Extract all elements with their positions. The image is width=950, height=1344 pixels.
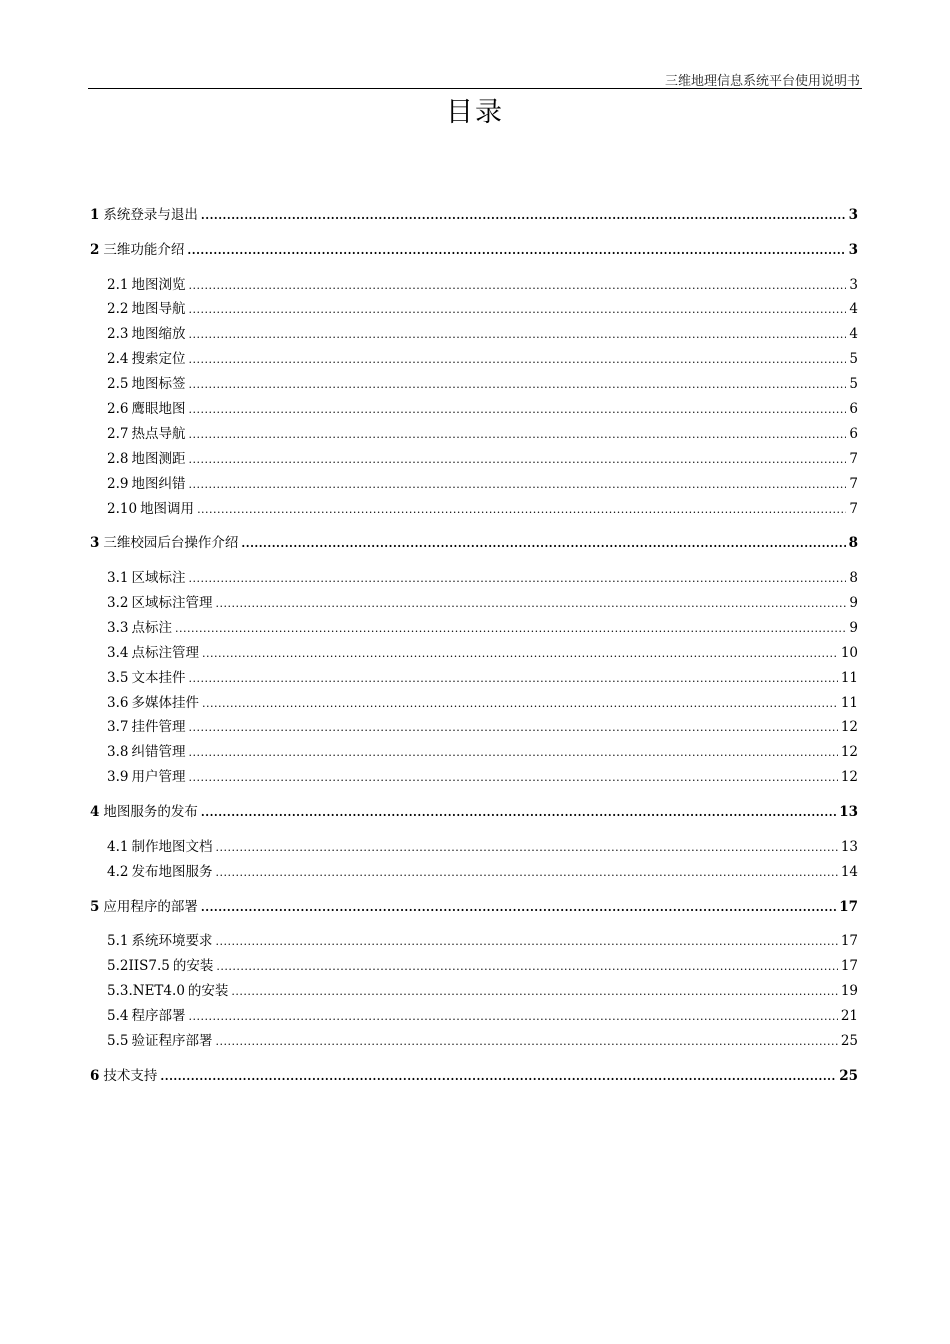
- toc-entry-title: 技术支持: [103, 1067, 158, 1084]
- toc-entry-title: 地图测距: [131, 450, 186, 467]
- toc-entry-title: 搜索定位: [131, 351, 186, 368]
- toc-dot-leader: [187, 244, 845, 257]
- toc-entry-number: 5.5: [107, 1032, 129, 1049]
- toc-chapter-entry[interactable]: [90, 203, 858, 228]
- toc-dot-leader: [188, 403, 846, 416]
- toc-page-number: 10: [840, 644, 858, 661]
- toc-section-entry[interactable]: [90, 979, 858, 1004]
- toc-entry-number: 2.1: [107, 276, 129, 293]
- toc-section-entry[interactable]: [90, 929, 858, 954]
- toc-page-number: 17: [840, 958, 858, 975]
- toc-dot-leader: [215, 935, 837, 948]
- toc-section-entry[interactable]: [90, 666, 858, 691]
- toc-entry-title: 制作地图文档: [131, 838, 213, 855]
- toc-dot-leader: [188, 279, 846, 292]
- header-rule: [88, 88, 862, 89]
- toc-section-entry[interactable]: [90, 641, 858, 666]
- toc-page-number: 25: [840, 1032, 858, 1049]
- toc-entry-number: 2.10: [107, 500, 138, 517]
- toc-entry-title: 地图纠错: [131, 475, 186, 492]
- toc-dot-leader: [188, 303, 846, 316]
- toc-page-number: 12: [840, 769, 858, 786]
- toc-page-number: 4: [849, 301, 858, 318]
- toc-page-number: 6: [849, 425, 858, 442]
- toc-dot-leader: [188, 328, 846, 341]
- toc-section-entry[interactable]: [90, 372, 858, 397]
- toc-entry-title: 热点导航: [131, 425, 186, 442]
- toc-dot-leader: [188, 353, 846, 366]
- toc-entry-number: 3.9: [107, 769, 129, 786]
- toc-entry-number: 3.1: [107, 570, 129, 587]
- toc-entry-number: 4.1: [107, 838, 129, 855]
- toc-section-entry[interactable]: [90, 591, 858, 616]
- toc-dot-leader: [215, 866, 837, 879]
- toc-chapter-entry[interactable]: [90, 895, 858, 920]
- toc-entry-number: 5.2IIS7.5: [107, 958, 170, 975]
- toc-page-number: 17: [839, 898, 858, 915]
- toc-entry-title: 地图标签: [131, 376, 186, 393]
- toc-chapter-entry[interactable]: [90, 800, 858, 825]
- toc-entry-title: 地图调用: [140, 500, 195, 517]
- toc-section-entry[interactable]: [90, 322, 858, 347]
- toc-dot-leader: [201, 806, 836, 819]
- toc-entry-number: 3.5: [107, 669, 129, 686]
- toc-page-number: 7: [849, 500, 858, 517]
- toc-section-entry[interactable]: [90, 616, 858, 641]
- toc-entry-number: 4.2: [107, 863, 129, 880]
- toc-dot-leader: [188, 746, 837, 759]
- toc-page-number: 5: [849, 376, 858, 393]
- toc-page-number: 3: [849, 276, 858, 293]
- toc-chapter-entry[interactable]: [90, 531, 858, 556]
- toc-entry-number: 2.3: [107, 326, 129, 343]
- toc-entry-number: 3.8: [107, 744, 129, 761]
- toc-page-number: 12: [840, 719, 858, 736]
- toc-section-entry[interactable]: [90, 347, 858, 372]
- toc-section-entry[interactable]: [90, 273, 858, 298]
- toc-entry-number: 2.9: [107, 475, 129, 492]
- toc-entry-number: 2.7: [107, 425, 129, 442]
- toc-entry-number: 2.2: [107, 301, 129, 318]
- toc-page-number: 11: [840, 669, 858, 686]
- toc-entry-number: 4: [90, 804, 100, 821]
- toc-entry-number: 5.1: [107, 933, 129, 950]
- toc-dot-leader: [201, 901, 836, 914]
- toc-page-number: 8: [849, 570, 858, 587]
- toc-section-entry[interactable]: [90, 835, 858, 860]
- toc-entry-number: 5: [90, 898, 100, 915]
- toc-entry-title: 挂件管理: [131, 719, 186, 736]
- toc-dot-leader: [188, 428, 846, 441]
- toc-entry-number: 3.4: [107, 644, 129, 661]
- toc-page-number: 12: [840, 744, 858, 761]
- toc-entry-number: 3: [90, 535, 100, 552]
- toc-dot-leader: [188, 453, 846, 466]
- toc-entry-title: 系统环境要求: [131, 933, 213, 950]
- toc-entry-number: 3.2: [107, 595, 129, 612]
- toc-dot-leader: [188, 1010, 837, 1023]
- toc-dot-leader: [160, 1070, 836, 1083]
- toc-entry-number: 1: [90, 207, 100, 223]
- toc-dot-leader: [215, 597, 846, 610]
- toc-page-number: 9: [849, 619, 858, 636]
- toc-entry-number: 3.6: [107, 694, 129, 711]
- toc-entry-title: 地图缩放: [131, 326, 186, 343]
- toc-entry-title: 验证程序部署: [131, 1032, 213, 1049]
- toc-page-number: 21: [840, 1007, 858, 1024]
- toc-page-number: 13: [840, 838, 858, 855]
- toc-section-entry[interactable]: [90, 1004, 858, 1029]
- toc-page-number: 8: [848, 535, 858, 552]
- toc-page-number: 7: [849, 475, 858, 492]
- toc-page-number: 4: [849, 326, 858, 343]
- table-of-contents: [90, 203, 858, 1089]
- toc-section-entry[interactable]: [90, 447, 858, 472]
- toc-dot-leader: [188, 572, 846, 585]
- toc-entry-number: 5.3.NET4.0: [107, 983, 185, 1000]
- toc-section-entry[interactable]: [90, 740, 858, 765]
- toc-section-entry[interactable]: [90, 691, 858, 716]
- toc-entry-title: 文本挂件: [131, 669, 186, 686]
- toc-entry-number: 2.5: [107, 376, 129, 393]
- toc-chapter-entry[interactable]: [90, 238, 858, 263]
- toc-dot-leader: [188, 771, 837, 784]
- toc-dot-leader: [241, 537, 845, 550]
- toc-entry-title: 发布地图服务: [131, 863, 213, 880]
- toc-entry-title: 应用程序的部署: [103, 898, 198, 915]
- toc-entry-title: 纠错管理: [131, 744, 186, 761]
- toc-page-number: 14: [840, 863, 858, 880]
- toc-entry-title: 鹰眼地图: [131, 401, 186, 418]
- toc-section-entry[interactable]: [90, 954, 858, 979]
- toc-entry-number: 6: [90, 1067, 100, 1084]
- toc-section-entry[interactable]: [90, 566, 858, 591]
- toc-entry-title: 地图导航: [131, 301, 186, 318]
- toc-section-entry[interactable]: [90, 1029, 858, 1054]
- toc-dot-leader: [175, 622, 846, 635]
- toc-page-number: 6: [849, 401, 858, 418]
- toc-section-entry[interactable]: [90, 297, 858, 322]
- toc-dot-leader: [188, 721, 837, 734]
- toc-page-number: 3: [848, 241, 858, 258]
- toc-entry-title: 区域标注: [131, 570, 186, 587]
- toc-dot-leader: [188, 672, 837, 685]
- toc-entry-title: 的安装: [187, 983, 229, 1000]
- toc-section-entry[interactable]: [90, 422, 858, 447]
- toc-page-number: 25: [839, 1067, 858, 1084]
- toc-page-number: 13: [839, 804, 858, 821]
- toc-entry-title: 用户管理: [131, 769, 186, 786]
- toc-entry-title: 系统登录与退出: [103, 207, 198, 223]
- toc-section-entry[interactable]: [90, 715, 858, 740]
- toc-dot-leader: [202, 647, 838, 660]
- toc-dot-leader: [197, 503, 846, 516]
- toc-page-number: 9: [849, 595, 858, 612]
- toc-section-entry[interactable]: [90, 497, 858, 522]
- page-title: 目录: [446, 97, 504, 128]
- toc-dot-leader: [216, 960, 837, 973]
- toc-entry-title: 点标注: [131, 619, 172, 636]
- toc-dot-leader: [188, 378, 846, 391]
- toc-entry-number: 3.3: [107, 619, 129, 636]
- toc-entry-number: 2.6: [107, 401, 129, 418]
- toc-entry-number: 3.7: [107, 719, 129, 736]
- toc-dot-leader: [215, 841, 837, 854]
- toc-entry-number: 5.4: [107, 1007, 129, 1024]
- toc-dot-leader: [202, 697, 838, 710]
- toc-page-number: 3: [848, 207, 858, 223]
- toc-entry-title: 地图浏览: [131, 276, 186, 293]
- toc-entry-title: 程序部署: [131, 1007, 186, 1024]
- toc-page-number: 7: [849, 450, 858, 467]
- toc-entry-title: 三维功能介绍: [103, 241, 185, 258]
- toc-entry-title: 三维校园后台操作介绍: [103, 535, 239, 552]
- toc-dot-leader: [188, 478, 846, 491]
- toc-page-number: 11: [840, 694, 858, 711]
- toc-page-number: 5: [849, 351, 858, 368]
- toc-section-entry[interactable]: [90, 860, 858, 885]
- toc-entry-title: 多媒体挂件: [131, 694, 199, 711]
- toc-chapter-entry[interactable]: [90, 1064, 858, 1089]
- toc-section-entry[interactable]: [90, 472, 858, 497]
- toc-entry-number: 2.8: [107, 450, 129, 467]
- toc-dot-leader: [231, 985, 837, 998]
- toc-entry-title: 区域标注管理: [131, 595, 213, 612]
- toc-entry-number: 2: [90, 241, 100, 258]
- toc-entry-title: 点标注管理: [131, 644, 199, 661]
- running-header-title: 三维地理信息系统平台使用说明书: [664, 74, 860, 89]
- toc-entry-title: 地图服务的发布: [103, 804, 198, 821]
- toc-section-entry[interactable]: [90, 397, 858, 422]
- toc-page-number: 17: [840, 933, 858, 950]
- toc-section-entry[interactable]: [90, 765, 858, 790]
- toc-entry-number: 2.4: [107, 351, 129, 368]
- toc-page-number: 19: [840, 983, 858, 1000]
- toc-entry-title: 的安装: [172, 958, 214, 975]
- toc-dot-leader: [215, 1035, 837, 1048]
- toc-dot-leader: [201, 209, 846, 222]
